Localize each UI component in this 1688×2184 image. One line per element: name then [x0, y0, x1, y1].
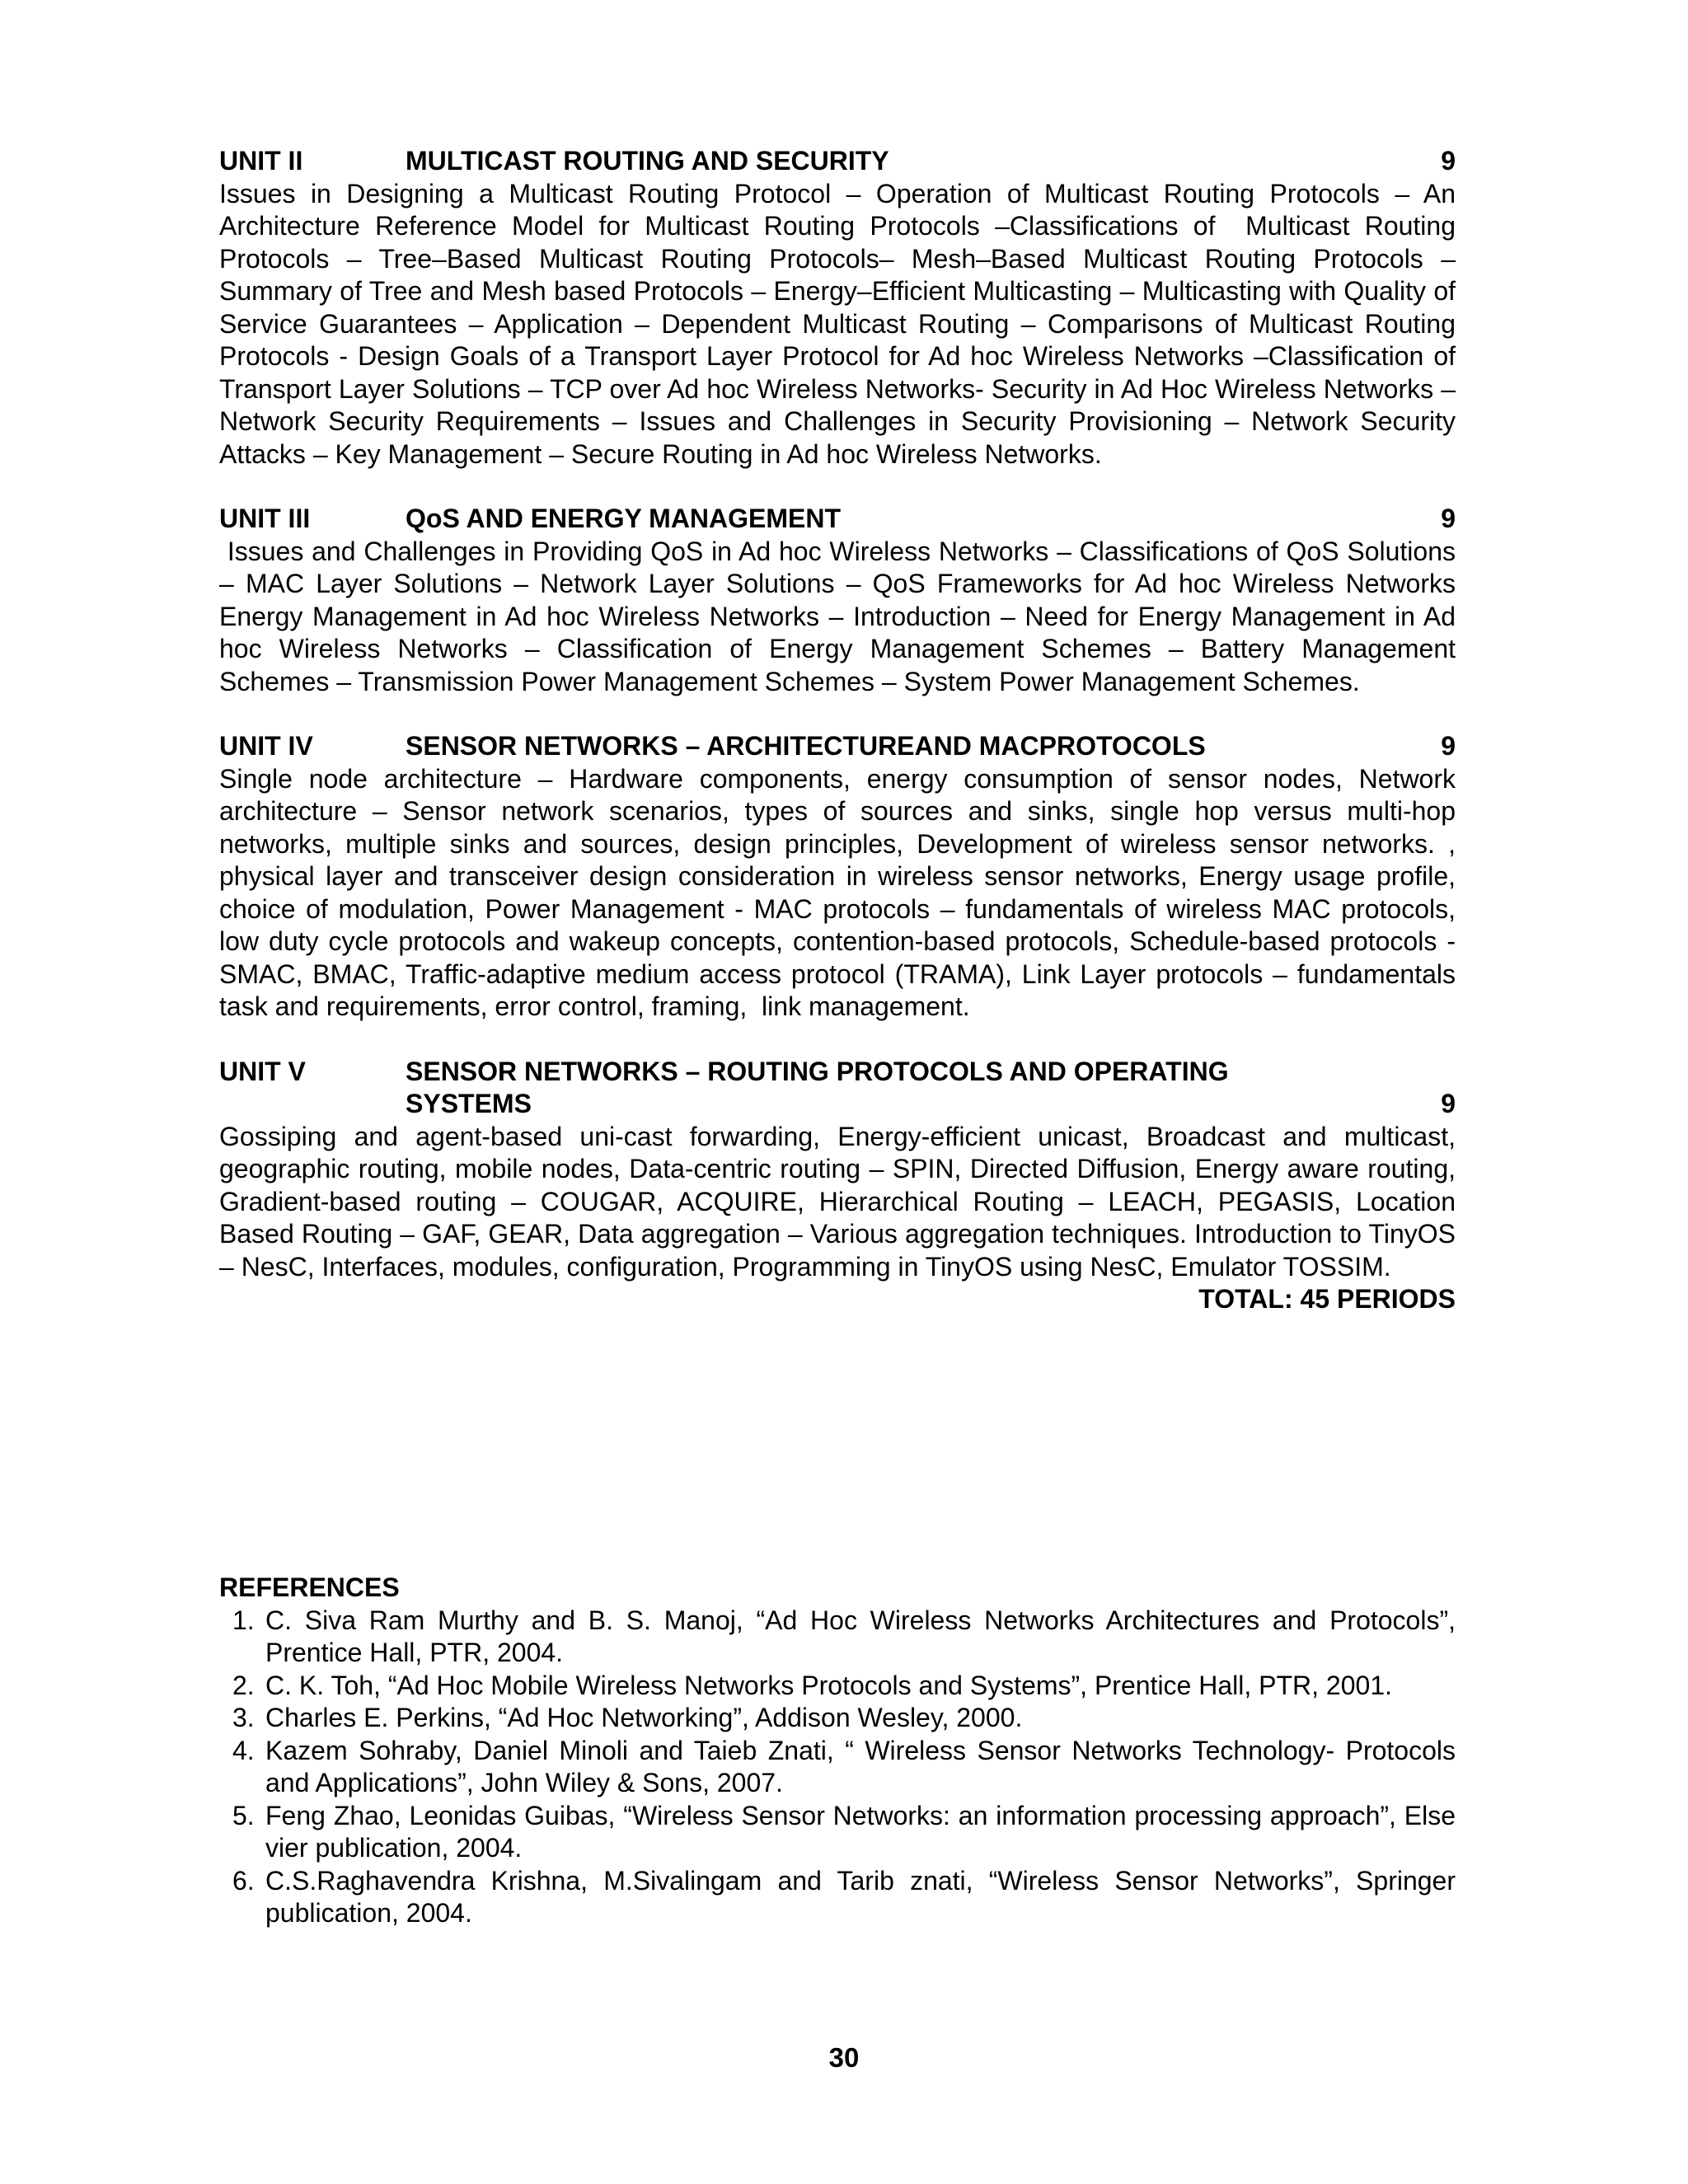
reference-item	[219, 1735, 1456, 1800]
unit-2-section	[219, 145, 1463, 471]
unit-4-heading	[219, 730, 1456, 763]
unit-4-section	[219, 730, 1470, 1024]
unit-title: QoS AND ENERGY MANAGEMENT	[406, 504, 842, 533]
unit-2-heading	[219, 145, 1456, 178]
page-number: 30	[828, 2042, 860, 2073]
unit-code: UNIT V	[219, 1056, 306, 1086]
reference-item	[219, 1865, 1456, 1930]
reference-text: Feng Zhao, Leonidas Guibas, “Wireless Sensor Networks: an information processing approach”, Else vier publication, 2004.	[265, 1800, 1456, 1863]
reference-number: 5.	[232, 1800, 255, 1830]
reference-item	[219, 1800, 1456, 1865]
unit-3-section	[219, 503, 1463, 698]
unit-body: Issues and Challenges in Providing QoS in Ad hoc Wireless Networks – Classifications of QoS Solutions – MAC Layer Solutions – Network Layer Solutions – QoS Frameworks for Ad hoc Wireless Networks Energy Management in Ad hoc Wireless Networks – Introduction – Need for Energy Management in Ad hoc Wireless Networks – Classification of Energy Management Schemes – Battery Management Schemes – Transmission Power Management Schemes – System Power Management Schemes.	[219, 536, 1463, 696]
unit-body: Single node architecture – Hardware components, energy consumption of sensor nodes, Network architecture – Sensor network scenarios, types of sources and sinks, single hop versus multi-hop networks, multiple sinks and sources, design principles, Development of wireless sensor networks. , physical layer and transceiver design consideration in wireless sensor networks, Energy usage profile, choice of modulation, Power Management - MAC protocols – fundamentals of wireless MAC protocols, low duty cycle protocols and wakeup concepts, contention-based protocols, Schedule-based protocols - SMAC, BMAC, Traffic-adaptive medium access protocol (TRAMA), Link Layer protocols – fundamentals task and requirements, error control, framing, link management.	[219, 763, 1470, 1021]
total-periods: TOTAL: 45 PERIODS	[1198, 1284, 1456, 1314]
unit-hours: 9	[1441, 146, 1456, 176]
unit-title: SENSOR NETWORKS – ARCHITECTUREAND MACPROTOCOLS	[406, 731, 1206, 761]
reference-item	[219, 1670, 1456, 1703]
reference-text: C.S.Raghavendra Krishna, M.Sivalingam and Tarib znati, “Wireless Sensor Networks”, Springer publication, 2004.	[265, 1865, 1456, 1928]
unit-title: MULTICAST ROUTING AND SECURITY	[406, 146, 889, 176]
unit-code: UNIT IV	[219, 731, 313, 761]
reference-number: 6.	[232, 1865, 255, 1896]
unit-hours: 9	[1441, 1089, 1456, 1118]
unit-title: SENSOR NETWORKS – ROUTING PROTOCOLS AND OPERATING SYSTEMS	[406, 1056, 1229, 1118]
references-list	[219, 1605, 1456, 1930]
reference-item	[219, 1605, 1456, 1670]
syllabus-content	[219, 145, 1470, 1348]
unit-hours: 9	[1441, 731, 1456, 761]
reference-text: Charles E. Perkins, “Ad Hoc Networking”, Addison Wesley, 2000.	[265, 1703, 1023, 1732]
reference-item	[219, 1702, 1456, 1735]
unit-hours: 9	[1441, 504, 1456, 533]
unit-body: Issues in Designing a Multicast Routing Protocol – Operation of Multicast Routing Protocols – An Architecture Reference Model for Multicast Routing Protocols –Classifications of Multicast Routing Protocols – Tree–Based Multicast Routing Protocols– Mesh–Based Multicast Routing Protocols – Summary of Tree and Mesh based Protocols – Energy–Efficient Multicasting – Multicasting with Quality of Service Guarantees – Application – Dependent Multicast Routing – Comparisons of Multicast Routing Protocols - Design Goals of a Transport Layer Protocol for Ad hoc Wireless Networks –Classification of Transport Layer Solutions – TCP over Ad hoc Wireless Networks- Security in Ad Hoc Wireless Networks – Network Security Requirements – Issues and Challenges in Security Provisioning – Network Security Attacks – Key Management – Secure Routing in Ad hoc Wireless Networks.	[219, 178, 1463, 469]
unit-body: Gossiping and agent-based uni-cast forwarding, Energy-efficient unicast, Broadcast and multicast, geographic routing, mobile nodes, Data-centric routing – SPIN, Directed Diffusion, Energy aware routing, Gradient-based routing – COUGAR, ACQUIRE, Hierarchical Routing – LEACH, PEGASIS, Location Based Routing – GAF, GEAR, Data aggregation – Various aggregation techniques. Introduction to TinyOS – NesC, Interfaces, modules, configuration, Programming in TinyOS using NesC, Emulator TOSSIM.	[219, 1121, 1463, 1282]
unit-3-heading	[219, 503, 1456, 536]
reference-text: C. K. Toh, “Ad Hoc Mobile Wireless Networks Protocols and Systems”, Prentice Hall, PTR, 2001.	[265, 1670, 1392, 1700]
unit-code: UNIT II	[219, 146, 303, 176]
reference-number: 2.	[232, 1670, 255, 1700]
unit-5-heading	[219, 1056, 1456, 1121]
references-section	[219, 1572, 1456, 1930]
reference-text: Kazem Sohraby, Daniel Minoli and Taieb Znati, “ Wireless Sensor Networks Technology- Protocols and Applications”, John Wiley & Sons, 2007.	[265, 1735, 1456, 1797]
reference-number: 3.	[232, 1703, 255, 1732]
reference-number: 4.	[232, 1735, 255, 1765]
unit-5-section	[219, 1056, 1463, 1316]
unit-code: UNIT III	[219, 504, 311, 533]
reference-number: 1.	[232, 1605, 255, 1635]
reference-text: C. Siva Ram Murthy and B. S. Manoj, “Ad Hoc Wireless Networks Architectures and Protocols”, Prentice Hall, PTR, 2004.	[265, 1605, 1456, 1667]
references-title: REFERENCES	[219, 1572, 400, 1602]
